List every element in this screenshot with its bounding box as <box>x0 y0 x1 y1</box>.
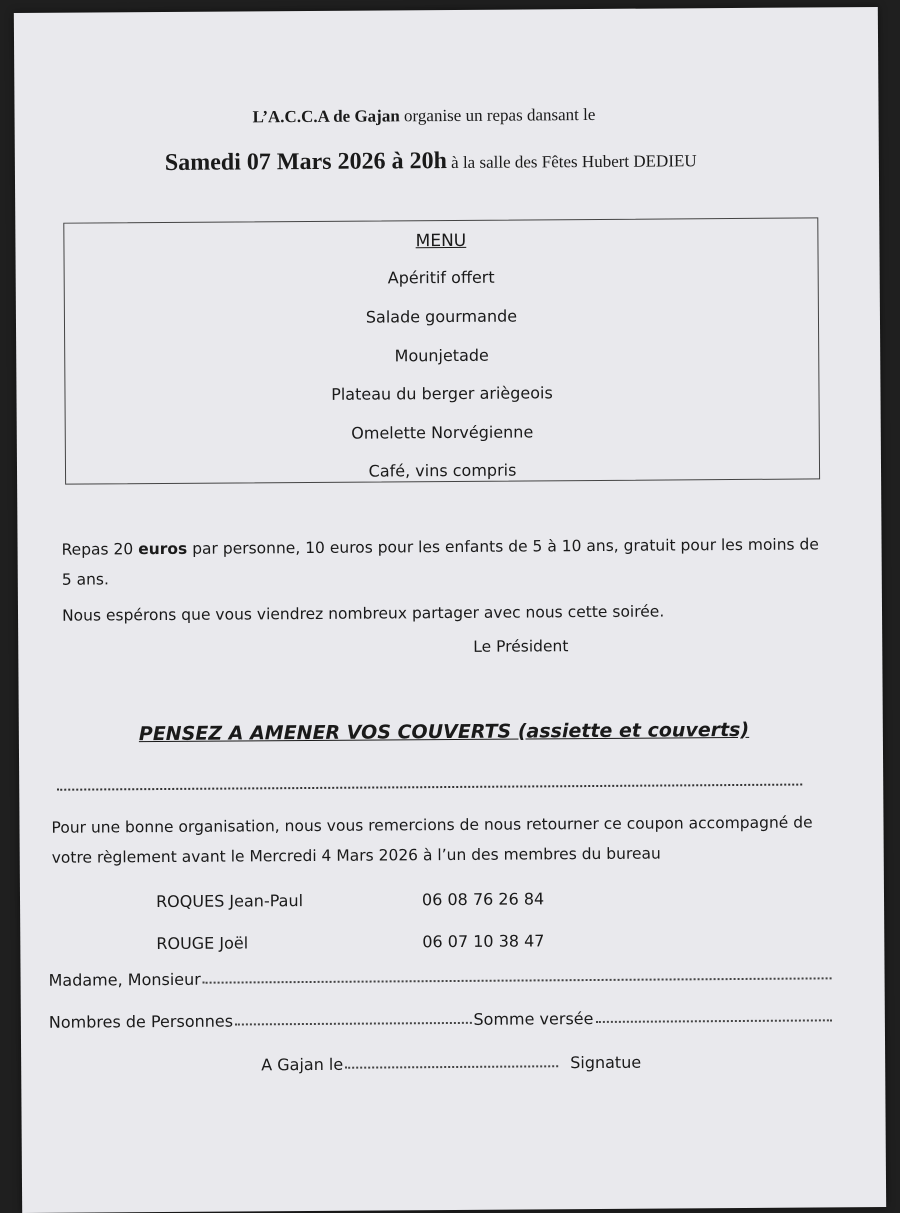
organizer-name: L’A.C.C.A de Gajan <box>252 106 400 127</box>
menu-item: Plateau du berger ariègeois <box>331 383 553 404</box>
people-field-line[interactable] <box>235 1020 471 1026</box>
header-line-2 <box>165 146 697 177</box>
menu-item: Café, vins compris <box>368 460 517 481</box>
event-intro: organise un repas dansant le <box>399 104 596 126</box>
event-date: Samedi 07 Mars 2026 à 20h <box>164 148 447 176</box>
contact-name: ROUGE Joël <box>156 933 249 954</box>
name-field-line[interactable] <box>203 975 832 983</box>
place-field-label: A Gajan le <box>261 1054 344 1075</box>
cutlery-warning: PENSEZ A AMENER VOS COUVERTS (assiette et couverts) <box>138 718 750 746</box>
flyer-page <box>14 7 886 1213</box>
signature-field-label: Signatue <box>570 1052 642 1073</box>
price-info <box>61 529 821 594</box>
name-field-label: Madame, Monsieur <box>48 969 201 990</box>
place-and-signature-fields <box>261 1053 641 1075</box>
price-text-b: euros <box>138 539 188 559</box>
header-line-1 <box>252 105 595 127</box>
people-field-label: Nombres de Personnes <box>48 1011 234 1032</box>
menu-title: MENU <box>415 230 467 252</box>
cut-line <box>57 784 802 791</box>
menu-item: Apéritif offert <box>387 267 495 288</box>
name-field[interactable] <box>49 965 834 989</box>
price-text-a: Repas 20 <box>61 540 139 559</box>
payment-field-line[interactable] <box>595 1017 831 1023</box>
signature-label: Le Président <box>473 637 569 656</box>
contact-phone: 06 07 10 38 47 <box>422 931 545 952</box>
contact-name: ROQUES Jean-Paul <box>155 891 304 912</box>
price-text-c: par personne, 10 euros pour les enfants de 5 à 10 ans, gratuit pour les moins de 5 ans. <box>61 535 819 589</box>
menu-item: Salade gourmande <box>365 306 518 327</box>
contact-phone: 06 08 76 26 84 <box>421 889 545 910</box>
people-and-payment-fields <box>49 1007 834 1031</box>
payment-field-label: Somme versée <box>473 1009 594 1029</box>
place-field-line[interactable] <box>345 1063 558 1068</box>
menu-box <box>63 217 820 484</box>
event-venue: à la salle des Fêtes Hubert DEDIEU <box>446 151 697 173</box>
invitation-text: Nous espérons que vous viendrez nombreux partager avec nous cette soirée. <box>61 602 665 625</box>
menu-item: Omelette Norvégienne <box>351 422 534 443</box>
coupon-intro: Pour une bonne organisation, nous vous remercions de nous retourner ce coupon accompagné de votre règlement avant le Mercredi 4 Mars 2026 à l’un des membres du bureau <box>51 813 813 867</box>
menu-item: Mounjetade <box>394 345 489 366</box>
